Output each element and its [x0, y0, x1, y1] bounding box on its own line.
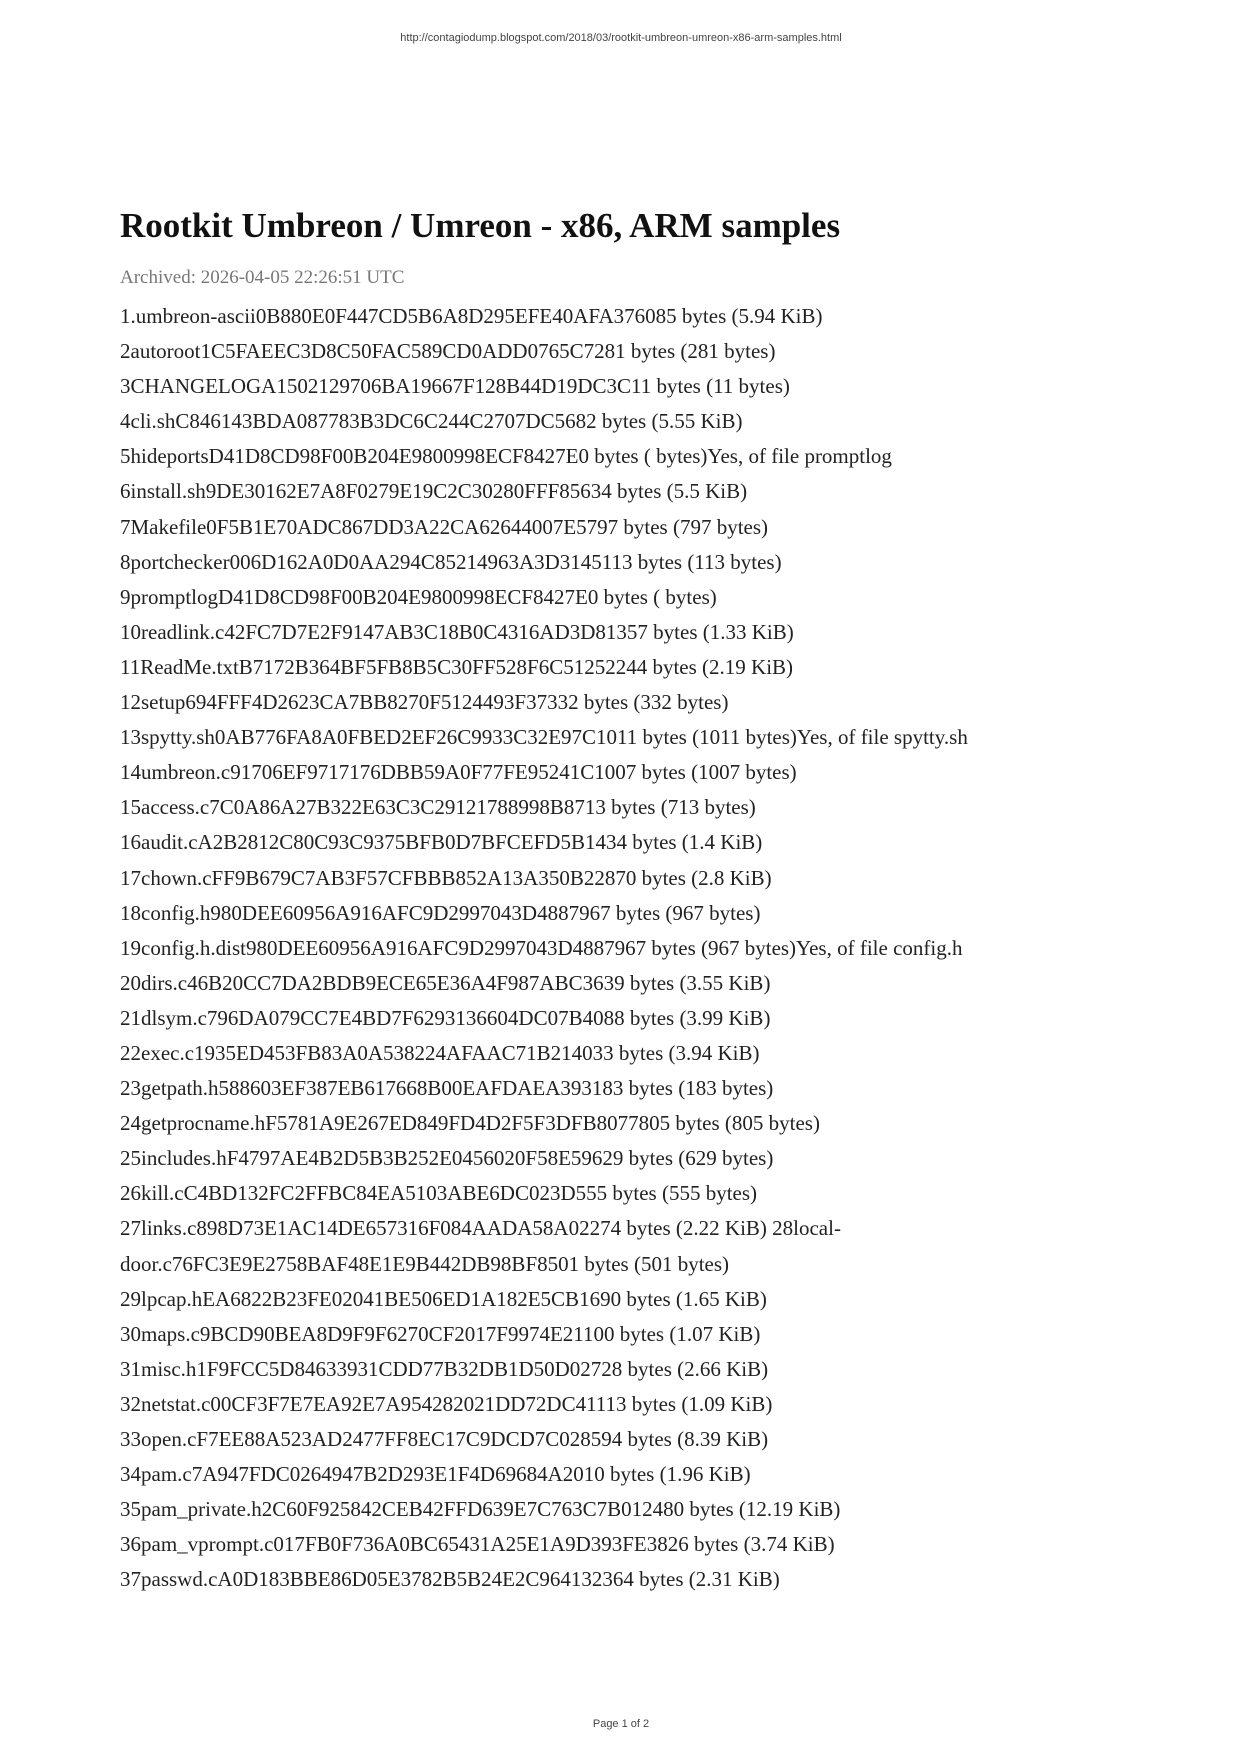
list-item: 32netstat.c00CF3F7E7EA92E7A954282021DD72DC41113 bytes (1.09 KiB): [120, 1391, 773, 1416]
list-item: door.c76FC3E9E2758BAF48E1E9B442DB98BF8501 bytes (501 bytes): [120, 1251, 730, 1276]
list-item: 25includes.hF4797AE4B2D5B3B252E0456020F58E59629 bytes (629 bytes): [120, 1146, 774, 1171]
list-item: 35pam_private.h2C60F925842CEB42FFD639E7C763C7B012480 bytes (12.19 KiB): [120, 1497, 841, 1522]
list-item: 8portchecker006D162A0D0AA294C85214963A3D3145113 bytes (113 bytes): [120, 549, 782, 574]
page-number: Page 1 of 2: [592, 1718, 650, 1730]
list-item: 3CHANGELOGA1502129706BA19667F128B44D19DC3C11 bytes (11 bytes): [120, 374, 790, 399]
list-item: 5hideportsD41D8CD98F00B204E9800998ECF8427E0 bytes ( bytes)Yes, of file promptlog: [120, 444, 892, 469]
list-item: 12setup694FFF4D2623CA7BB8270F5124493F37332 bytes (332 bytes): [120, 690, 729, 715]
list-item: 21dlsym.c796DA079CC7E4BD7F6293136604DC07B4088 bytes (3.99 KiB): [120, 1005, 771, 1030]
article-title: Rootkit Umbreon / Umreon - x86, ARM samples: [120, 206, 841, 245]
list-item: 29lpcap.hEA6822B23FE02041BE506ED1A182E5CB1690 bytes (1.65 KiB): [120, 1286, 767, 1311]
file-list: [120, 299, 1130, 1597]
article: [120, 205, 1130, 1597]
list-item: 37passwd.cA0D183BBE86D05E3782B5B24E2C964132364 bytes (2.31 KiB): [120, 1567, 780, 1592]
list-item: 10readlink.c42FC7D7E2F9147AB3C18B0C4316AD3D81357 bytes (1.33 KiB): [120, 619, 794, 644]
list-item: 1.umbreon-ascii0B880E0F447CD5B6A8D295EFE40AFA376085 bytes (5.94 KiB): [120, 304, 823, 328]
list-item: 4cli.shC846143BDA087783B3DC6C244C2707DC5682 bytes (5.55 KiB): [120, 409, 743, 434]
list-item: 23getpath.h588603EF387EB617668B00EAFDAEA393183 bytes (183 bytes): [120, 1076, 774, 1101]
list-item: 33open.cF7EE88A523AD2477FF8EC17C9DCD7C028594 bytes (8.39 KiB): [120, 1427, 769, 1451]
list-item: 16audit.cA2B2812C80C93C9375BFB0D7BFCEFD5B1434 bytes (1.4 KiB): [120, 830, 763, 855]
list-item: 14umbreon.c91706EF9717176DBB59A0F77FE95241C1007 bytes (1007 bytes): [120, 760, 797, 785]
list-item: 19config.h.dist980DEE60956A916AFC9D2997043D4887967 bytes (967 bytes)Yes, of file config.h: [120, 935, 963, 960]
list-item: 22exec.c1935ED453FB83A0A538224AFAAC71B214033 bytes (3.94 KiB): [120, 1040, 760, 1065]
list-item: 11ReadMe.txtB7172B364BF5FB8B5C30FF528F6C51252244 bytes (2.19 KiB): [120, 654, 794, 679]
list-item: 13spytty.sh0AB776FA8A0FBED2EF26C9933C32E97C1011 bytes (1011 bytes)Yes, of file spytty.sh: [120, 725, 968, 750]
list-item: 9promptlogD41D8CD98F00B204E9800998ECF8427E0 bytes ( bytes): [120, 584, 717, 609]
list-item: 27links.c898D73E1AC14DE657316F084AADA58A02274 bytes (2.22 KiB) 28local-: [120, 1216, 841, 1241]
list-item: 26kill.cC4BD132FC2FFBC84EA5103ABE6DC023D555 bytes (555 bytes): [120, 1181, 758, 1206]
list-item: 20dirs.c46B20CC7DA2BDB9ECE65E36A4F987ABC3639 bytes (3.55 KiB): [120, 970, 771, 995]
page-url-header: http://contagiodump.blogspot.com/2018/03/rootkit-umbreon-umreon-x86-arm-samples.html: [400, 32, 842, 44]
list-item: 7Makefile0F5B1E70ADC867DD3A22CA62644007E5797 bytes (797 bytes): [120, 514, 769, 539]
archived-timestamp: Archived: 2026-04-05 22:26:51 UTC: [120, 267, 405, 288]
list-item: 24getprocname.hF5781A9E267ED849FD4D2F5F3DFB8077805 bytes (805 bytes): [120, 1111, 820, 1136]
list-item: 6install.sh9DE30162E7A8F0279E19C2C30280FFF85634 bytes (5.5 KiB): [120, 479, 748, 504]
list-item: 15access.c7C0A86A27B322E63C3C29121788998B8713 bytes (713 bytes): [120, 795, 756, 820]
list-item: 2autoroot1C5FAEEC3D8C50FAC589CD0ADD0765C7281 bytes (281 bytes): [120, 339, 776, 364]
list-item: 36pam_vprompt.c017FB0F736A0BC65431A25E1A9D393FE3826 bytes (3.74 KiB): [120, 1532, 835, 1557]
list-item: 34pam.c7A947FDC0264947B2D293E1F4D69684A2010 bytes (1.96 KiB): [120, 1462, 751, 1487]
list-item: 17chown.cFF9B679C7AB3F57CFBBB852A13A350B22870 bytes (2.8 KiB): [120, 865, 772, 890]
list-item: 30maps.c9BCD90BEA8D9F9F6270CF2017F9974E21100 bytes (1.07 KiB): [120, 1321, 761, 1346]
list-item: 31misc.h1F9FCC5D84633931CDD77B32DB1D50D02728 bytes (2.66 KiB): [120, 1356, 769, 1381]
list-item: 18config.h980DEE60956A916AFC9D2997043D4887967 bytes (967 bytes): [120, 900, 761, 925]
